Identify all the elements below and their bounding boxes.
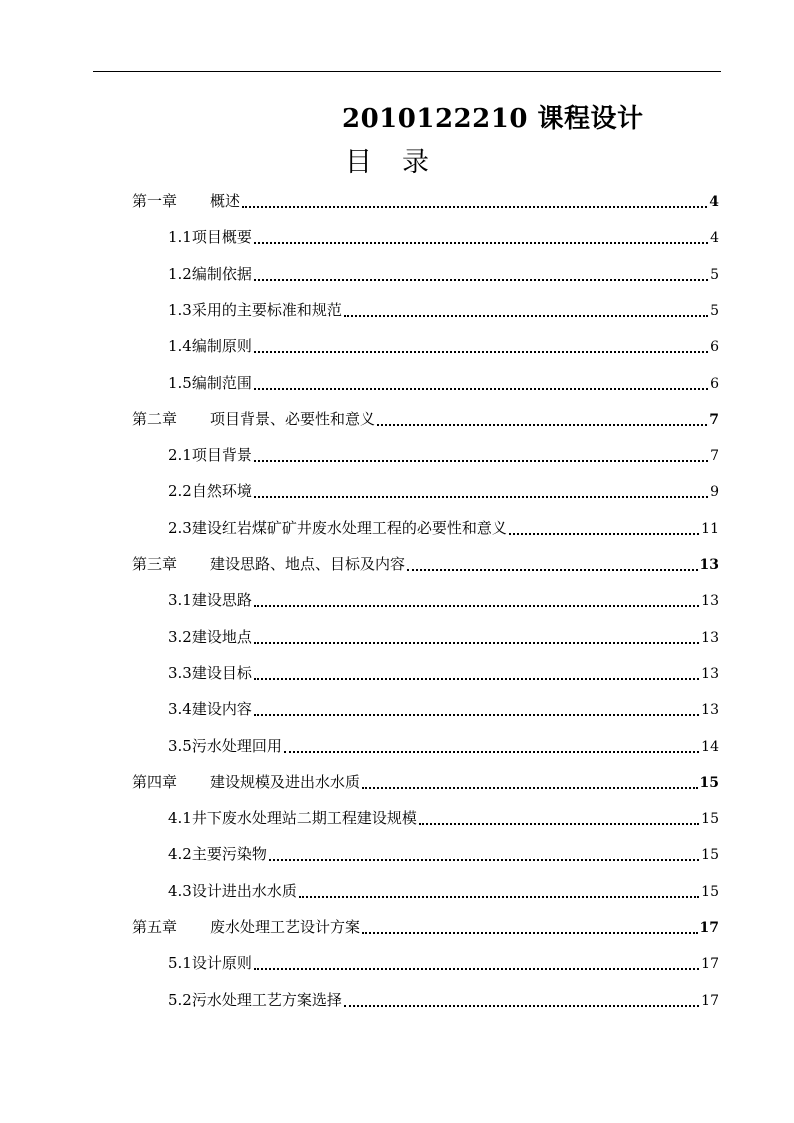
toc-dot-leader bbox=[419, 823, 699, 825]
toc-page-number: 13 bbox=[701, 630, 719, 646]
toc-entry-label: 1.1项目概要 bbox=[168, 228, 252, 246]
toc-dot-leader bbox=[254, 388, 708, 390]
toc-page-number: 4 bbox=[710, 230, 719, 246]
toc-page-number: 14 bbox=[701, 739, 719, 755]
toc-dot-leader bbox=[509, 533, 699, 535]
toc-entry-label: 5.2污水处理工艺方案选择 bbox=[168, 991, 342, 1009]
toc-entry-label: 1.4编制原则 bbox=[168, 337, 252, 355]
toc-page-number: 17 bbox=[701, 993, 719, 1009]
toc-section-entry[interactable] bbox=[168, 370, 719, 396]
toc-section-entry[interactable] bbox=[168, 297, 719, 323]
toc-dot-leader bbox=[254, 242, 708, 244]
toc-entry-label: 3.1建设思路 bbox=[168, 591, 252, 609]
toc-page-number: 11 bbox=[701, 521, 719, 537]
toc-entry-label: 4.2主要污染物 bbox=[168, 845, 267, 863]
toc-dot-leader bbox=[284, 751, 699, 753]
toc-dot-leader bbox=[254, 714, 699, 716]
toc-page-number: 13 bbox=[699, 557, 719, 573]
toc-section-entry[interactable] bbox=[168, 224, 719, 250]
toc-section-entry[interactable] bbox=[168, 333, 719, 359]
toc-heading: 目录 bbox=[345, 147, 459, 178]
toc-entry-label: 3.3建设目标 bbox=[168, 664, 252, 682]
toc-entry-label: 2.1项目背景 bbox=[168, 446, 252, 464]
toc-section-entry[interactable] bbox=[168, 442, 719, 468]
toc-chapter-entry[interactable] bbox=[132, 551, 719, 577]
toc-chapter-number: 第二章 bbox=[132, 410, 178, 428]
toc-page-number: 15 bbox=[701, 811, 719, 827]
toc-page-number: 15 bbox=[701, 847, 719, 863]
toc-page-number: 15 bbox=[701, 884, 719, 900]
toc-chapter-entry[interactable] bbox=[132, 914, 719, 940]
toc-dot-leader bbox=[254, 279, 708, 281]
toc-entry-label: 3.2建设地点 bbox=[168, 628, 252, 646]
toc-chapter-entry[interactable] bbox=[132, 188, 719, 214]
toc-dot-leader bbox=[362, 787, 698, 789]
toc-entry-label: 4.3设计进出水水质 bbox=[168, 882, 297, 900]
toc-dot-leader bbox=[254, 678, 699, 680]
toc-chapter-number: 第三章 bbox=[132, 555, 178, 573]
toc-section-entry[interactable] bbox=[168, 478, 719, 504]
toc-page-number: 9 bbox=[710, 484, 719, 500]
toc-chapter-entry[interactable] bbox=[132, 769, 719, 795]
toc-entry-label: 1.2编制依据 bbox=[168, 265, 252, 283]
toc-entry-label: 5.1设计原则 bbox=[168, 954, 252, 972]
toc-entry-label: 1.5编制范围 bbox=[168, 374, 252, 392]
toc-page-number: 17 bbox=[701, 956, 719, 972]
toc-section-entry[interactable] bbox=[168, 696, 719, 722]
toc-dot-leader bbox=[254, 968, 699, 970]
toc-dot-leader bbox=[362, 932, 698, 934]
toc-page-number: 13 bbox=[701, 666, 719, 682]
header-rule bbox=[93, 71, 721, 72]
toc-page-number: 6 bbox=[710, 376, 719, 392]
toc-entry-label: 建设规模及进出水水质 bbox=[210, 773, 361, 791]
toc-section-entry[interactable] bbox=[168, 950, 719, 976]
toc-entry-label: 1.3采用的主要标准和规范 bbox=[168, 301, 342, 319]
toc-entry-label: 2.3建设红岩煤矿矿井废水处理工程的必要性和意义 bbox=[168, 519, 507, 537]
toc-entry-label: 3.5污水处理回用 bbox=[168, 737, 282, 755]
toc-section-entry[interactable] bbox=[168, 587, 719, 613]
toc-section-entry[interactable] bbox=[168, 515, 719, 541]
toc-section-entry[interactable] bbox=[168, 660, 719, 686]
toc-dot-leader bbox=[242, 206, 707, 208]
toc-dot-leader bbox=[344, 1005, 699, 1007]
toc-chapter-number: 第四章 bbox=[132, 773, 178, 791]
toc-page-number: 5 bbox=[710, 303, 719, 319]
toc-page-number: 17 bbox=[699, 920, 719, 936]
toc-page-number: 6 bbox=[710, 339, 719, 355]
toc-page-number: 13 bbox=[701, 702, 719, 718]
toc-page-number: 15 bbox=[699, 775, 719, 791]
toc-dot-leader bbox=[254, 642, 699, 644]
toc-entry-label: 废水处理工艺设计方案 bbox=[210, 918, 361, 936]
toc-section-entry[interactable] bbox=[168, 878, 719, 904]
toc-chapter-number: 第一章 bbox=[132, 192, 178, 210]
toc-page-number: 5 bbox=[710, 267, 719, 283]
toc-page-number: 13 bbox=[701, 593, 719, 609]
toc-dot-leader bbox=[254, 351, 708, 353]
toc-dot-leader bbox=[254, 496, 708, 498]
toc-chapter-number: 第五章 bbox=[132, 918, 178, 936]
toc-entry-label: 项目背景、必要性和意义 bbox=[210, 410, 376, 428]
toc-page-number: 7 bbox=[710, 448, 719, 464]
toc-entry-label: 4.1井下废水处理站二期工程建设规模 bbox=[168, 809, 417, 827]
toc-section-entry[interactable] bbox=[168, 261, 719, 287]
toc-page-number: 7 bbox=[709, 412, 719, 428]
toc-section-entry[interactable] bbox=[168, 841, 719, 867]
toc-section-entry[interactable] bbox=[168, 987, 719, 1013]
toc-dot-leader bbox=[269, 859, 699, 861]
toc-page-number: 4 bbox=[709, 194, 719, 210]
toc-entry-label: 3.4建设内容 bbox=[168, 700, 252, 718]
toc-dot-leader bbox=[377, 424, 707, 426]
toc-entry-label: 建设思路、地点、目标及内容 bbox=[210, 555, 406, 573]
document-title: 2010122210 课程设计 bbox=[342, 104, 644, 134]
toc-dot-leader bbox=[299, 896, 699, 898]
toc-dot-leader bbox=[254, 605, 699, 607]
toc-section-entry[interactable] bbox=[168, 733, 719, 759]
toc-entry-label: 2.2自然环境 bbox=[168, 482, 252, 500]
toc-dot-leader bbox=[254, 460, 708, 462]
toc-dot-leader bbox=[407, 569, 698, 571]
toc-chapter-entry[interactable] bbox=[132, 406, 719, 432]
toc-dot-leader bbox=[344, 315, 708, 317]
toc-entry-label: 概述 bbox=[210, 192, 241, 210]
toc-section-entry[interactable] bbox=[168, 805, 719, 831]
toc-section-entry[interactable] bbox=[168, 624, 719, 650]
